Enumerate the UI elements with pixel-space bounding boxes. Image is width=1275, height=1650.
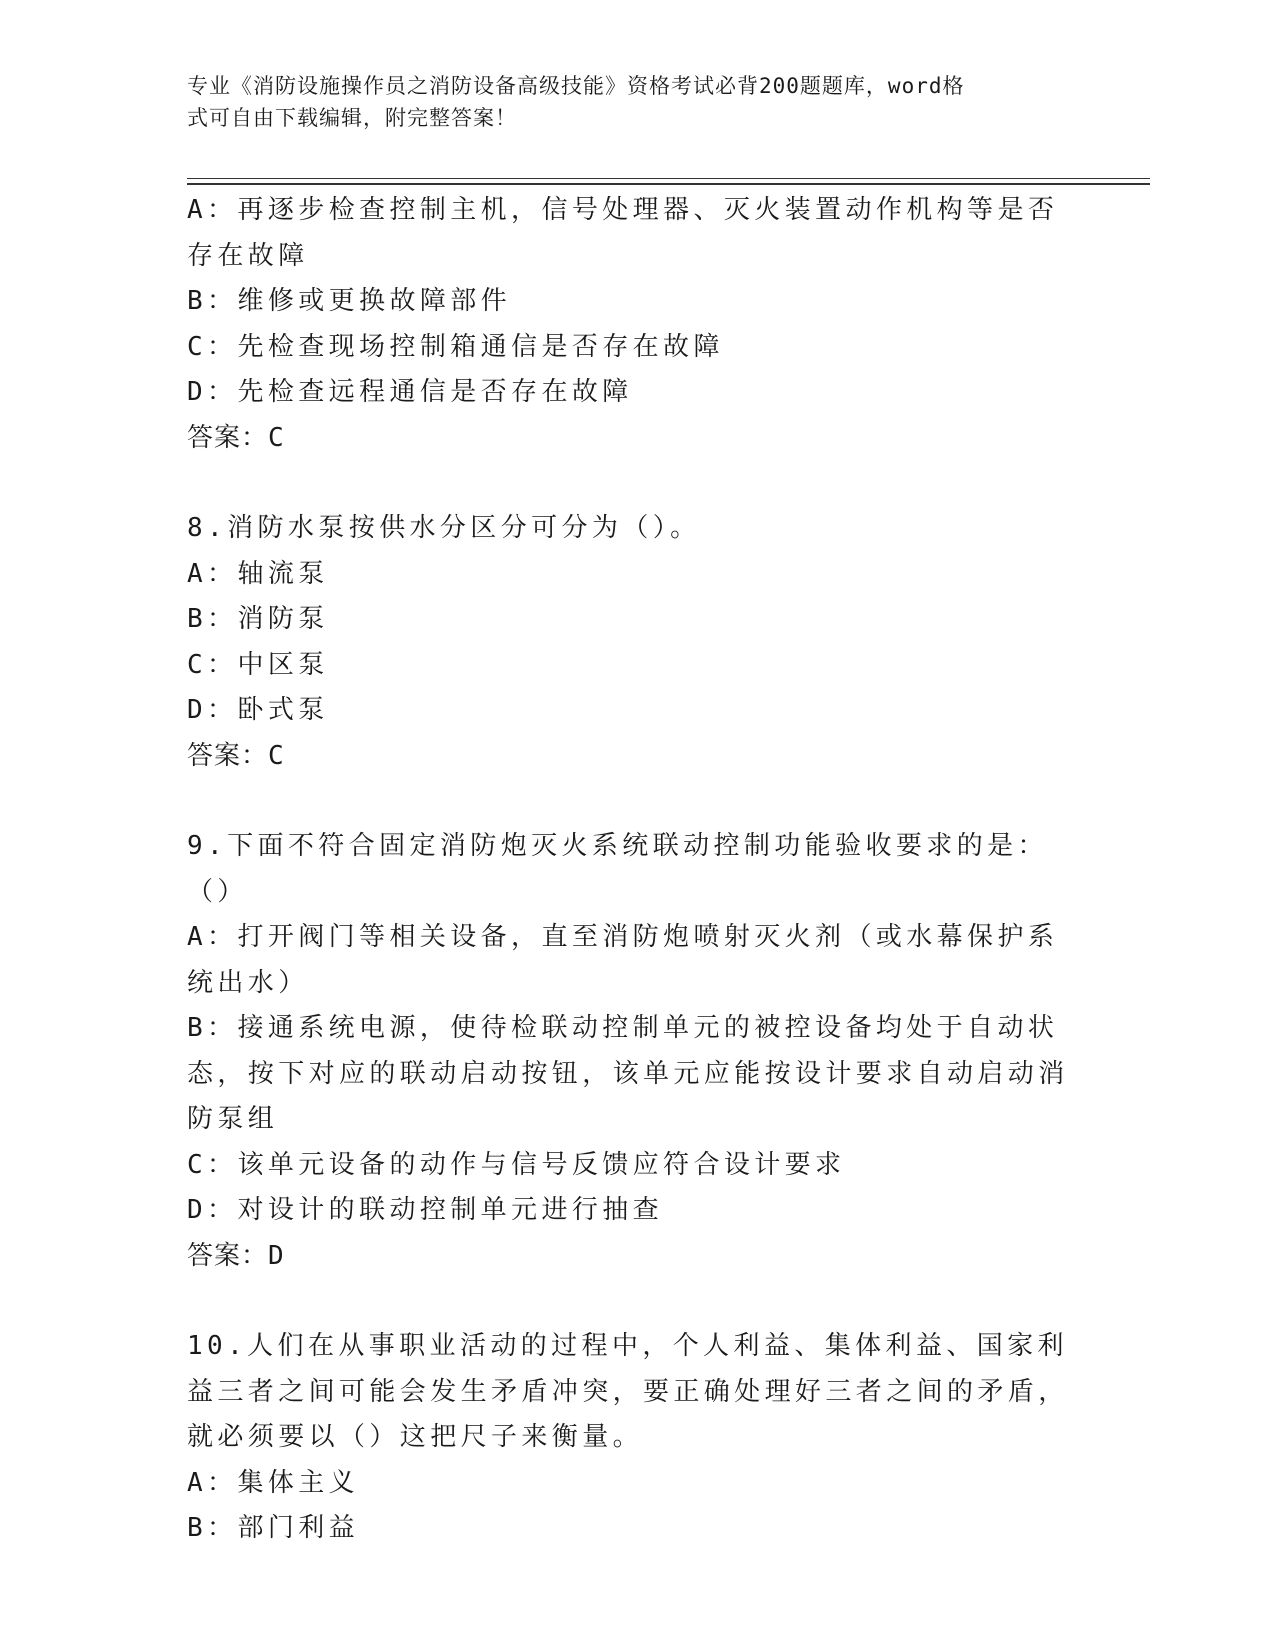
question-stem: 9.下面不符合固定消防炮灭火系统联动控制功能验收要求的是：（） bbox=[187, 831, 1048, 907]
option-c: C：先检查现场控制箱通信是否存在故障 bbox=[187, 331, 724, 362]
question-9 bbox=[187, 824, 1077, 1279]
question-stem: 8.消防水泵按供水分区分可分为（）。 bbox=[187, 513, 701, 543]
header-divider-thin bbox=[187, 178, 1150, 179]
document-header bbox=[187, 70, 1067, 134]
option-d: D：卧式泵 bbox=[187, 695, 329, 725]
option-d: D：先检查远程通信是否存在故障 bbox=[187, 377, 633, 407]
question-7 bbox=[187, 188, 1077, 461]
option-a: A：集体主义 bbox=[187, 1467, 360, 1498]
header-divider-thick bbox=[187, 183, 1150, 185]
question-8 bbox=[187, 506, 1077, 779]
answer: 答案：C bbox=[187, 740, 285, 771]
option-b: B：维修或更换故障部件 bbox=[187, 286, 512, 316]
answer: 答案：C bbox=[187, 422, 285, 453]
option-c: C：该单元设备的动作与信号反馈应符合设计要求 bbox=[187, 1149, 846, 1180]
option-a: A：再逐步检查控制主机，信号处理器、灭火装置动作机构等是否存在故障 bbox=[187, 195, 1059, 271]
header-line-2: 式可自由下载编辑，附完整答案！ bbox=[187, 106, 517, 130]
option-b: B：消防泵 bbox=[187, 604, 329, 634]
option-b: B：接通系统电源，使待检联动控制单元的被控设备均处于自动状态，按下对应的联动启动按钮，该单元应能按设计要求自动启动消防泵组 bbox=[187, 1013, 1069, 1134]
header-line-1: 专业《消防设施操作员之消防设备高级技能》资格考试必背200题题库，word格 bbox=[187, 74, 965, 98]
answer: 答案：D bbox=[187, 1240, 285, 1271]
question-list bbox=[187, 188, 1077, 1597]
option-a: A：轴流泵 bbox=[187, 558, 329, 589]
question-10 bbox=[187, 1324, 1077, 1552]
option-c: C：中区泵 bbox=[187, 649, 329, 680]
question-stem: 10.人们在从事职业活动的过程中，个人利益、集体利益、国家利益三者之间可能会发生矛盾冲突，要正确处理好三者之间的矛盾，就必须要以（）这把尺子来衡量。 bbox=[187, 1331, 1069, 1452]
option-d: D：对设计的联动控制单元进行抽查 bbox=[187, 1195, 664, 1225]
option-a: A：打开阀门等相关设备，直至消防炮喷射灭火剂（或水幕保护系统出水） bbox=[187, 922, 1059, 998]
option-b: B：部门利益 bbox=[187, 1513, 360, 1543]
